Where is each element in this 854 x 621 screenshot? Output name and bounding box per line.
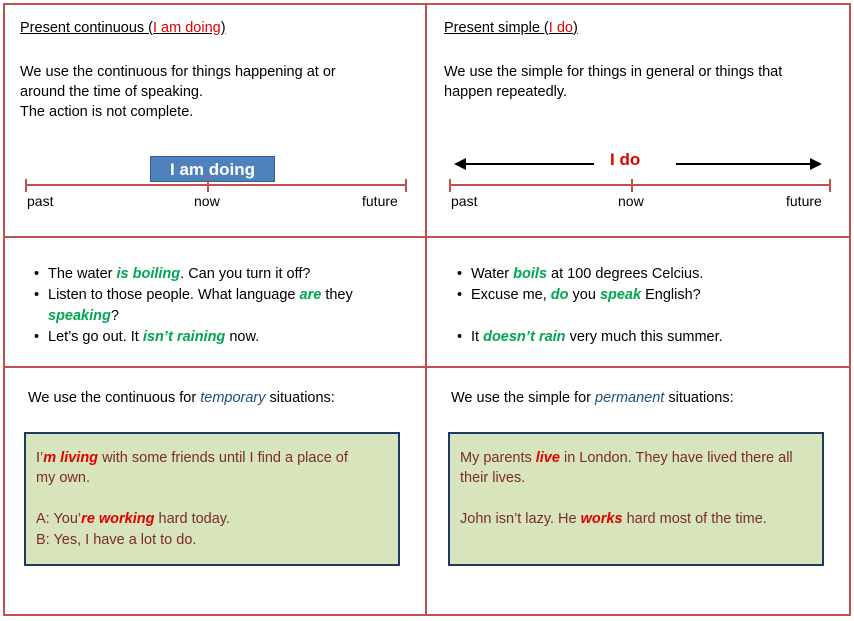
temporary-line-4: B: Yes, I have a lot to do.	[36, 532, 197, 548]
continuous-desc-line3: The action is not complete.	[20, 104, 194, 120]
simple-example-3: • It doesn’t rain very much this summer.	[457, 329, 723, 345]
permanent-example-box	[448, 432, 824, 566]
temporary-line-1: I’m living with some friends until I find a place of	[36, 450, 348, 466]
continuous-example-1: • The water is boiling. Can you turn it off?	[34, 266, 311, 282]
now-label-right: now	[618, 193, 644, 209]
continuous-example-2-cont: speaking?	[48, 308, 119, 324]
temporary-line-2: my own.	[36, 470, 90, 486]
simple-desc-line2: happen repeatedly.	[444, 84, 568, 100]
vertical-divider	[425, 3, 427, 616]
horizontal-divider-1	[3, 236, 851, 238]
temporary-line-3: A: You’re working hard today.	[36, 511, 231, 527]
permanent-line-3: John isn’t lazy. He works hard most of the time.	[460, 511, 767, 527]
continuous-desc-line1: We use the continuous for things happening at or	[20, 64, 336, 80]
past-label: past	[27, 193, 54, 209]
simple-desc-line1: We use the simple for things in general or things that	[444, 64, 783, 80]
present-continuous-title: Present continuous (I am doing)	[20, 20, 226, 36]
permanent-intro: We use the simple for permanent situations:	[451, 390, 734, 406]
temporary-example-box	[24, 432, 400, 566]
simple-example-2: • Excuse me, do you speak English?	[457, 287, 701, 303]
future-label: future	[362, 193, 398, 209]
simple-timeline	[444, 150, 839, 196]
permanent-line-2: their lives.	[460, 470, 526, 486]
present-simple-title: Present simple (I do)	[444, 20, 578, 36]
future-label-right: future	[786, 193, 822, 209]
past-label-right: past	[451, 193, 478, 209]
i-do-label: I do	[610, 150, 641, 169]
now-label: now	[194, 193, 220, 209]
continuous-example-2: • Listen to those people. What language are they	[34, 287, 353, 303]
temporary-intro: We use the continuous for temporary situations:	[28, 390, 335, 406]
i-am-doing-label: I am doing	[150, 156, 275, 182]
continuous-example-3: • Let’s go out. It isn’t raining now.	[34, 329, 260, 345]
continuous-desc-line2: around the time of speaking.	[20, 84, 203, 100]
horizontal-divider-2	[3, 366, 851, 368]
permanent-line-1: My parents live in London. They have lived there all	[460, 450, 793, 466]
simple-example-1: • Water boils at 100 degrees Celcius.	[457, 266, 704, 282]
